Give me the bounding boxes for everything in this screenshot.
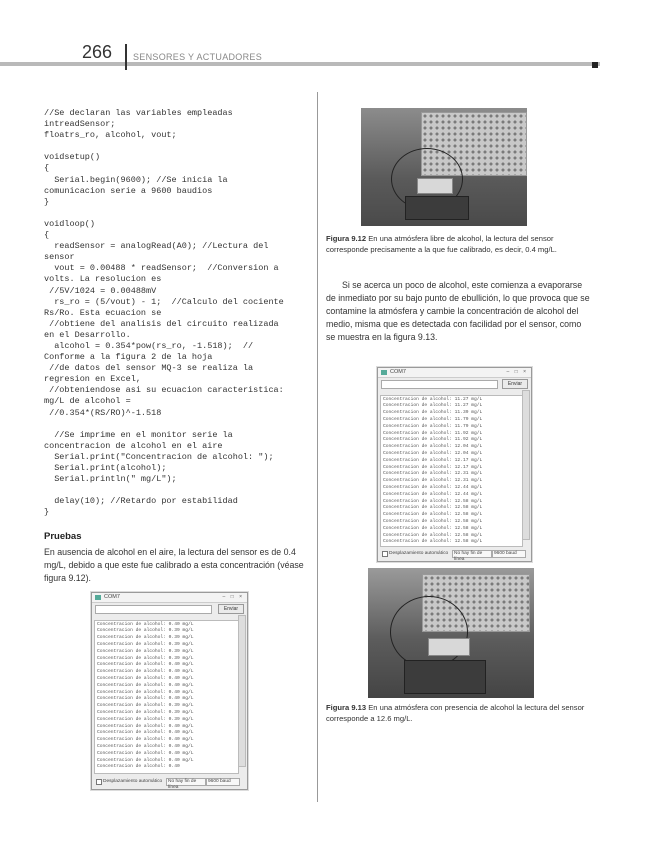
serial-monitor-window [377,367,532,562]
wire [390,596,468,668]
sensor-breadboard [428,638,470,656]
line-ending-select[interactable]: No hay fin de línea [452,550,492,558]
caption-text: En una atmósfera libre de alcohol, la lectura del sensor corresponde precisamente a la que fue calibrado, es decir, 0.4 mg/L. [326,234,557,254]
microcontroller-board [405,196,469,220]
autoscroll-label: Desplazamiento automático [103,779,163,784]
figure-9-13-photo [368,568,534,698]
serial-output: Concentracion de alcohol: 11.27 mg/L Concentracion de alcohol: 11.27 mg/L Concentracion de alcohol: 11.39 mg/L Concentracion de alcohol: 11.79 mg/L Concentracion de alcohol: 11.79 mg/L Concentracion de alcohol: 11.92 mg/L Concentracion de alcohol: 11.92 mg/L Concentracion de alcohol: 12.04 mg/L Concentracion de alcohol: 12.04 mg/L Concentracion de alcohol: 12.17 mg/L Concentracion de alcohol: 12.17 mg/L Concentracion de alcohol: 12.31 mg/L Concentracion de alcohol: 12.31 mg/L Concentracion de alcohol: 12.44 mg/L Concentracion de alcohol: 12.44 mg/L Concentracion de alcohol: 12.58 mg/L Concentracion de alcohol: 12.58 mg/L Concentracion de alcohol: 12.58 mg/L Concentracion de alcohol: 12.58 mg/L Concentracion de alcohol: 12.58 mg/L Concentracion de alcohol: 12.58 mg/L Concentracion de alcohol: 12.58 mg/L [380,395,523,547]
baud-select[interactable]: 9600 baud [492,550,526,558]
autoscroll-label: Desplazamiento automático [389,551,449,556]
section-title: Pruebas [44,531,82,542]
window-titlebar [378,368,531,378]
scrollbar[interactable] [522,390,530,540]
code-listing: //Se declaran las variables empleadas intreadSensor; floatrs_ro, alcohol, vout; voidsetup() { Serial.begin(9600); //Se inicia la comunicacion serie a 9600 baudios } voidloop() { readSensor = analogRead(A0); //Lectura del sensor vout = 0.00488 * readSensor; //Conversion a volts. La resolucion es //5V/1024 = 0.00488mV rs_ro = (5/vout) - 1; //Calculo del cociente Rs/Ro. Esta ecuacion se //obtiene del analisis del circuito realizada en el Desarrollo. alcohol = 0.354*pow(rs_ro, -1.518); // Conforme a la figura 2 de la hoja //de datos del sensor MQ-3 se realiza la regresion en Excel, //obteniendose asi su ecuacion caracteristica: mg/L de alcohol = //0.354*(RS/RO)^-1.518 //Se imprime en el monitor serie la concentracion de alcohol en el aire Serial.print("Concentracion de alcohol: "); Serial.print(alcohol); Serial.println(" mg/L"); delay(10); //Retardo por estabilidad } [44,108,284,518]
microcontroller-board [404,660,486,694]
window-title: COM7 [104,594,120,600]
baud-select[interactable]: 9600 baud [206,778,240,786]
sensor-breadboard [417,178,453,194]
page-header [0,40,661,80]
figure-9-12-photo [361,108,527,226]
figure-label: Figura 9.13 [326,703,367,712]
serial-input[interactable] [95,605,212,614]
paragraph-left: En ausencia de alcohol en el aire, la lectura del sensor es de 0.4 mg/L, debido a que este fue calibrado a esta concentración (véase figura 9.12). [44,547,304,583]
send-button[interactable]: Enviar [502,379,528,389]
autoscroll-checkbox[interactable] [382,551,388,557]
figure-label: Figura 9.12 [326,234,367,243]
serial-footer [94,777,245,790]
chapter-title: SENSORES Y ACTUADORES [133,52,263,62]
app-icon [95,595,101,600]
serial-footer [380,549,529,562]
serial-output: Concentracion de alcohol: 0.40 mg/L Concentracion de alcohol: 0.39 mg/L Concentracion de alcohol: 0.39 mg/L Concentracion de alcohol: 0.39 mg/L Concentracion de alcohol: 0.39 mg/L Concentracion de alcohol: 0.39 mg/L Concentracion de alcohol: 0.40 mg/L Concentracion de alcohol: 0.40 mg/L Concentracion de alcohol: 0.40 mg/L Concentracion de alcohol: 0.40 mg/L Concentracion de alcohol: 0.40 mg/L Concentracion de alcohol: 0.40 mg/L Concentracion de alcohol: 0.39 mg/L Concentracion de alcohol: 0.39 mg/L Concentracion de alcohol: 0.39 mg/L Concentracion de alcohol: 0.40 mg/L Concentracion de alcohol: 0.40 mg/L Concentracion de alcohol: 0.40 mg/L Concentracion de alcohol: 0.40 mg/L Concentracion de alcohol: 0.40 mg/L Concentracion de alcohol: 0.40 mg/L Concentracion de alcohol: 0.40 [94,620,239,774]
send-button[interactable]: Enviar [218,604,244,614]
window-titlebar [92,593,247,603]
autoscroll-checkbox[interactable] [96,779,102,785]
window-controls[interactable]: – □ × [506,369,528,375]
scrollbar[interactable] [238,615,246,767]
paragraph-right: Si se acerca un poco de alcohol, este comienza a evaporarse de inmediato por su bajo punto de ebullición, lo que provoca que se contamine la atmósfera y cambie la concentración de alcohol del medio, misma que es detectada con facilidad por el sensor, como se muestra en la figura 9.13. [326,280,590,342]
serial-monitor-window [91,592,248,790]
figure-9-13-caption [326,703,592,724]
header-divider [125,44,127,70]
line-ending-select[interactable]: No hay fin de línea [166,778,206,786]
figure-9-12-caption [326,234,592,255]
window-title: COM7 [390,369,406,375]
window-controls[interactable]: – □ × [222,594,244,600]
app-icon [381,370,387,375]
serial-input[interactable] [381,380,498,389]
column-divider [317,92,318,802]
page-number: 266 [82,42,113,62]
input-row [378,378,531,389]
header-square [592,62,598,68]
input-row [92,603,247,614]
caption-text: En una atmósfera con presencia de alcohol la lectura del sensor corresponde a 12.6 mg/L. [326,703,585,723]
